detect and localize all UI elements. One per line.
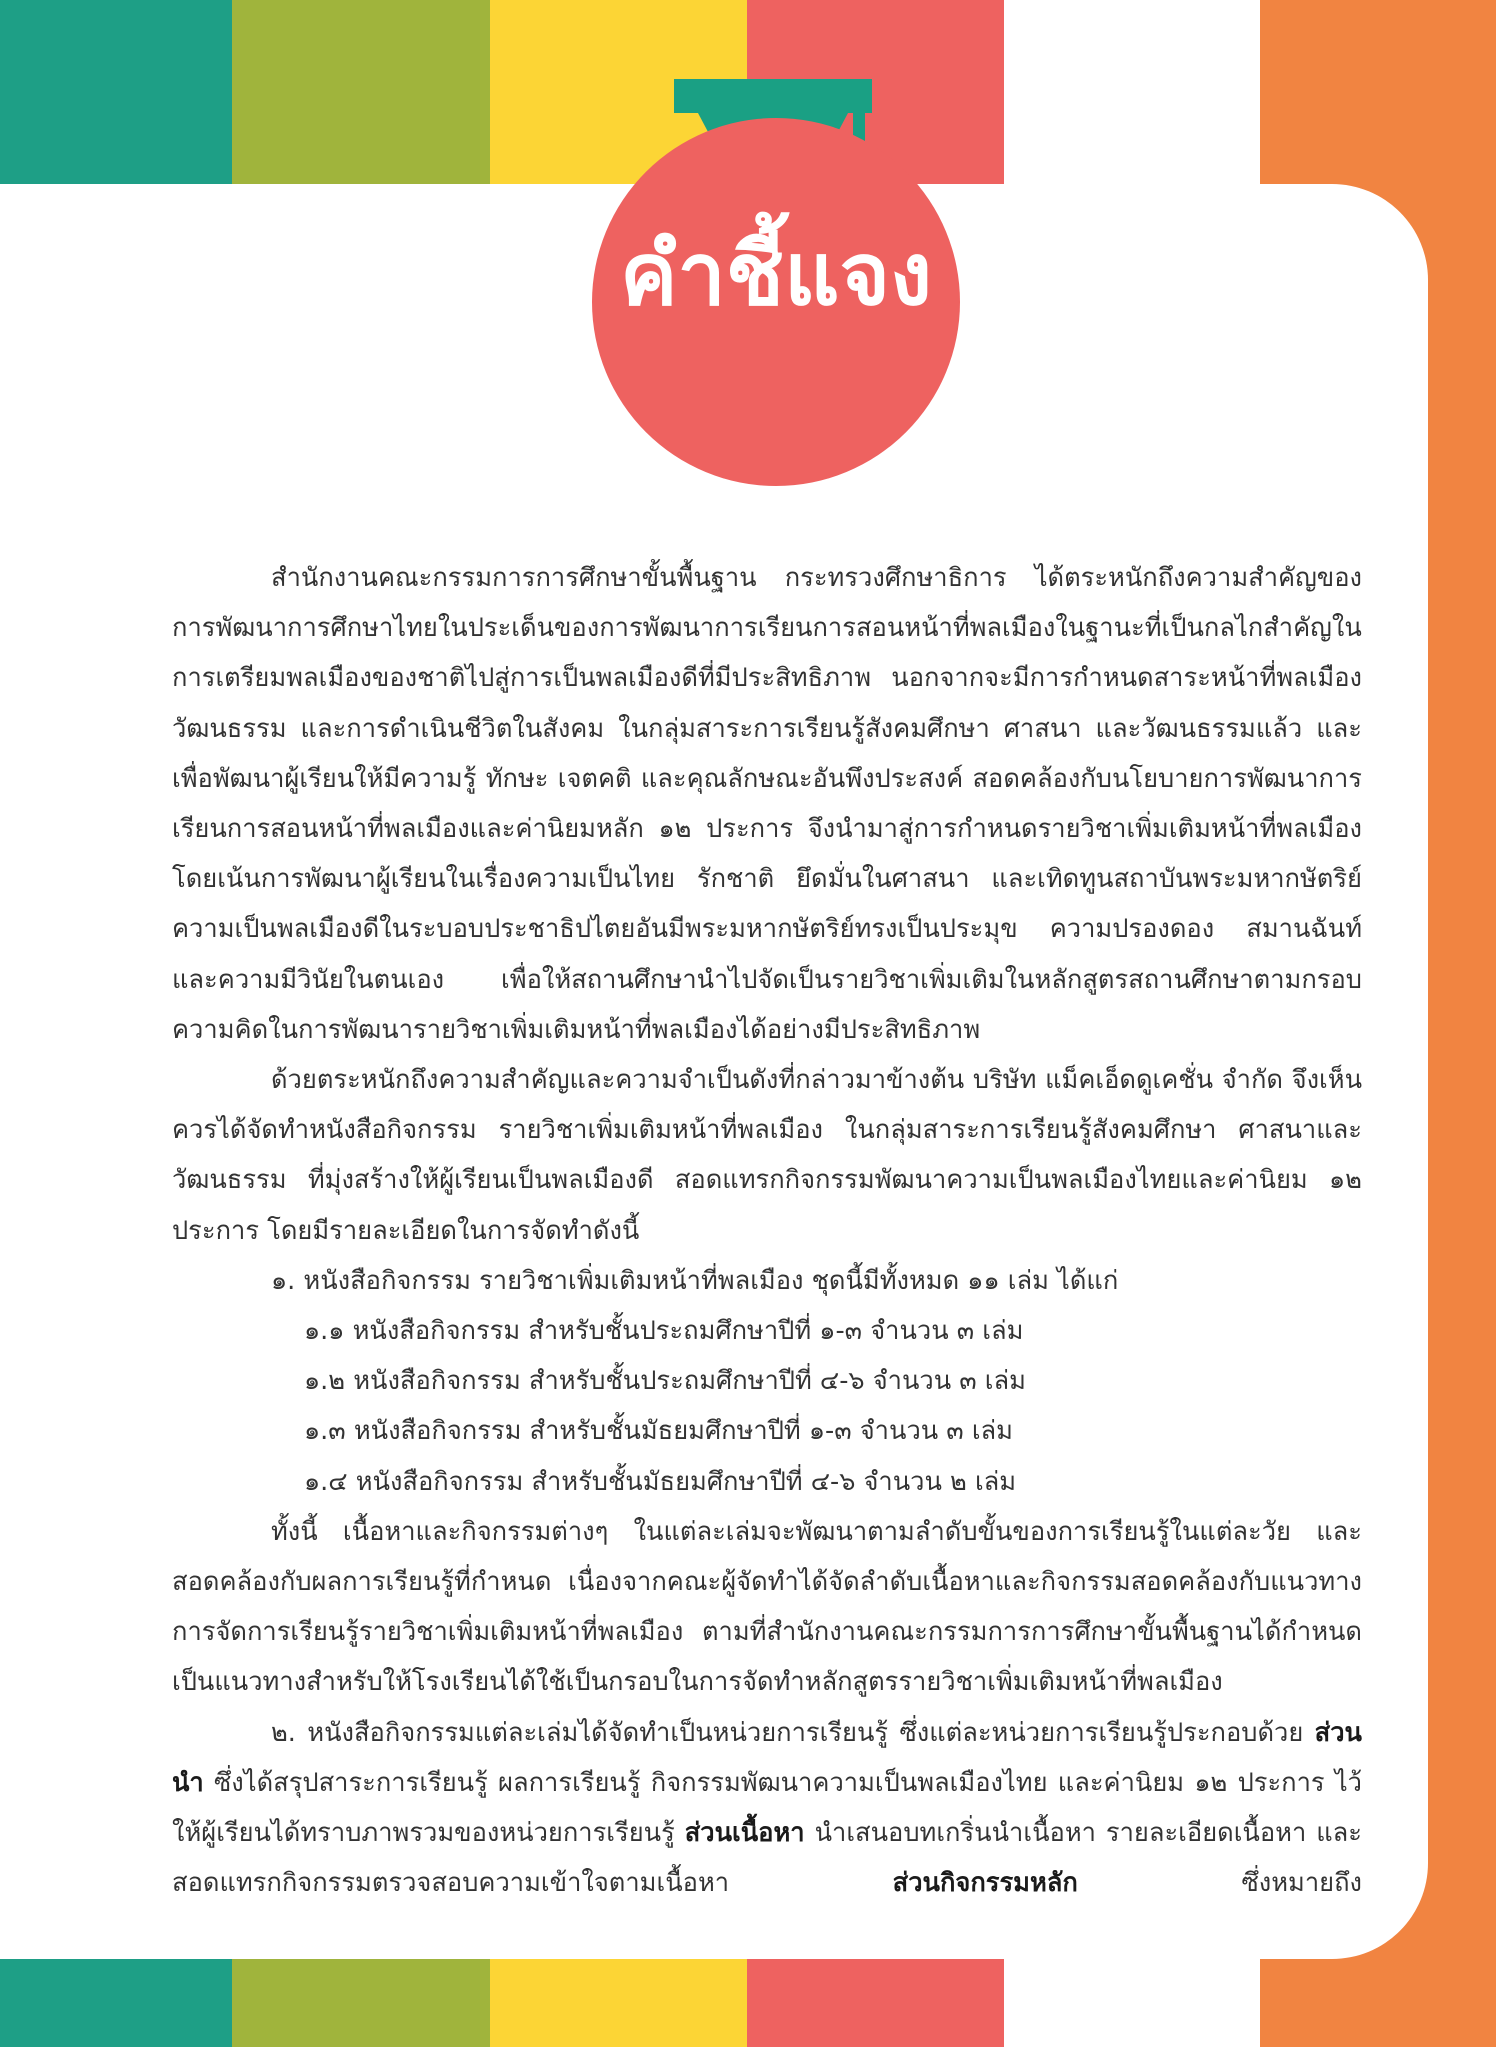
sub-item-1-4: ๑.๔ หนังสือกิจกรรม สำหรับชั้นมัธยมศึกษาปีที่ ๔-๖ จำนวน ๒ เล่ม (304, 1466, 1017, 1497)
list-item-2 (172, 1708, 1362, 1909)
bold-term-main-activity: ส่วนกิจกรรมหลัก (892, 1868, 1078, 1899)
item2-text-4: ซึ่งหมายถึง (1077, 1868, 1362, 1899)
bottom-stripe-teal (0, 1959, 232, 2047)
bottom-stripe-white (1004, 1959, 1260, 2047)
top-stripe-white (1004, 0, 1260, 184)
paragraph-intro: สำนักงานคณะกรรมการการศึกษาขั้นพื้นฐาน กระทรวงศึกษาธิการ ได้ตระหนักถึงความสำคัญของการพัฒนาการศึกษาไทยในประเด็นของการพัฒนาการเรียนการสอนหน้าที่พลเมืองในฐานะที่เป็นกลไกสำคัญในการเตรียมพลเมืองของชาติไปสู่การเป็นพลเมืองดีที่มีประสิทธิภาพ นอกจากจะมีการกำหนดสาระหน้าที่พลเมือง วัฒนธรรม และการดำเนินชีวิตในสังคม ในกลุ่มสาระการเรียนรู้สังคมศึกษา ศาสนา และวัฒนธรรมแล้ว และเพื่อพัฒนาผู้เรียนให้มีความรู้ ทักษะ เจตคติ และคุณลักษณะอันพึงประสงค์ สอดคล้องกับนโยบายการพัฒนาการเรียนการสอนหน้าที่พลเมืองและค่านิยมหลัก ๑๒ ประการ จึงนำมาสู่การกำหนดรายวิชาเพิ่มเติมหน้าที่พลเมือง โดยเน้นการพัฒนาผู้เรียนในเรื่องความเป็นไทย รักชาติ ยึดมั่นในศาสนา และเทิดทูนสถาบันพระมหากษัตริย์ ความเป็นพลเมืองดีในระบอบประชาธิปไตยอันมีพระมหากษัตริย์ทรงเป็นประมุข ความปรองดอง สมานฉันท์ และความมีวินัยในตนเอง เพื่อให้สถานศึกษานำไปจัดเป็นรายวิชาเพิ่มเติมในหลักสูตรสถานศึกษาตามกรอบความคิดในการพัฒนารายวิชาเพิ่มเติมหน้าที่พลเมืองได้อย่างมีประสิทธิภาพ (172, 563, 1362, 1045)
item2-text-1: ๒. หนังสือกิจกรรมแต่ละเล่มได้จัดทำเป็นหน่วยการเรียนรู้ ซึ่งแต่ละหน่วยการเรียนรู้ประกอบด้วย (271, 1717, 1315, 1748)
sub-item-1-3: ๑.๓ หนังสือกิจกรรม สำหรับชั้นมัธยมศึกษาปีที่ ๑-๓ จำนวน ๓ เล่ม (304, 1416, 1013, 1447)
top-stripe-green (232, 0, 490, 184)
bottom-stripe-green (232, 1959, 490, 2047)
document-body (172, 553, 1362, 1908)
bold-term-content-section: ส่วนเนื้อหา (684, 1818, 805, 1849)
top-stripe-teal (0, 0, 232, 184)
sub-item-1-2: ๑.๒ หนังสือกิจกรรม สำหรับชั้นประถมศึกษาปีที่ ๔-๖ จำนวน ๓ เล่ม (304, 1366, 1026, 1397)
list-item-1: ๑. หนังสือกิจกรรม รายวิชาเพิ่มเติมหน้าที่พลเมือง ชุดนี้มีทั้งหมด ๑๑ เล่ม ได้แก่ (271, 1265, 1119, 1296)
paragraph-sequence: ทั้งนี้ เนื้อหาและกิจกรรมต่างๆ ในแต่ละเล่มจะพัฒนาตามลำดับขั้นของการเรียนรู้ในแต่ละวัย และสอดคล้องกับผลการเรียนรู้ที่กำหนด เนื่องจากคณะผู้จัดทำได้จัดลำดับเนื้อหาและกิจกรรมสอดคล้องกับแนวทางการจัดการเรียนรู้รายวิชาเพิ่มเติมหน้าที่พลเมือง ตามที่สำนักงานคณะกรรมการการศึกษาขั้นพื้นฐานได้กำหนดเป็นแนวทางสำหรับให้โรงเรียนได้ใช้เป็นกรอบในการจัดทำหลักสูตรรายวิชาเพิ่มเติมหน้าที่พลเมือง (172, 1516, 1362, 1698)
page-title: คำชี้แจง (619, 225, 932, 325)
bottom-stripe-yellow (490, 1959, 747, 2047)
paragraph-purpose: ด้วยตระหนักถึงความสำคัญและความจำเป็นดังที่กล่าวมาข้างต้น บริษัท แม็คเอ็ดดูเคชั่น จำกัด จึงเห็นควรได้จัดทำหนังสือกิจกรรม รายวิชาเพิ่มเติมหน้าที่พลเมือง ในกลุ่มสาระการเรียนรู้สังคมศึกษา ศาสนาและวัฒนธรรม ที่มุ่งสร้างให้ผู้เรียนเป็นพลเมืองดี สอดแทรกกิจกรรมพัฒนาความเป็นพลเมืองไทยและค่านิยม ๑๒ ประการ โดยมีรายละเอียดในการจัดทำดังนี้ (172, 1065, 1362, 1246)
bold-term-intro-section: ส่วนนำ (172, 1717, 1362, 1798)
sub-item-1-1: ๑.๑ หนังสือกิจกรรม สำหรับชั้นประถมศึกษาปีที่ ๑-๓ จำนวน ๓ เล่ม (304, 1316, 1024, 1347)
bottom-stripe-red (747, 1959, 1004, 2047)
graduation-cap-icon (674, 79, 872, 113)
item2-text-2: ซึ่งได้สรุปสาระการเรียนรู้ ผลการเรียนรู้ กิจกรรมพัฒนาความเป็นพลเมืองไทย และค่านิยม ๑๒ ประการ ไว้ให้ผู้เรียนได้ทราบภาพรวมของหน่วยการเรียนรู้ (172, 1767, 1362, 1849)
item2-text-3: นำเสนอบทเกริ่นนำเนื้อหา รายละเอียดเนื้อหา และสอดแทรกกิจกรรมตรวจสอบความเข้าใจตามเนื้อหา (172, 1818, 1362, 1899)
